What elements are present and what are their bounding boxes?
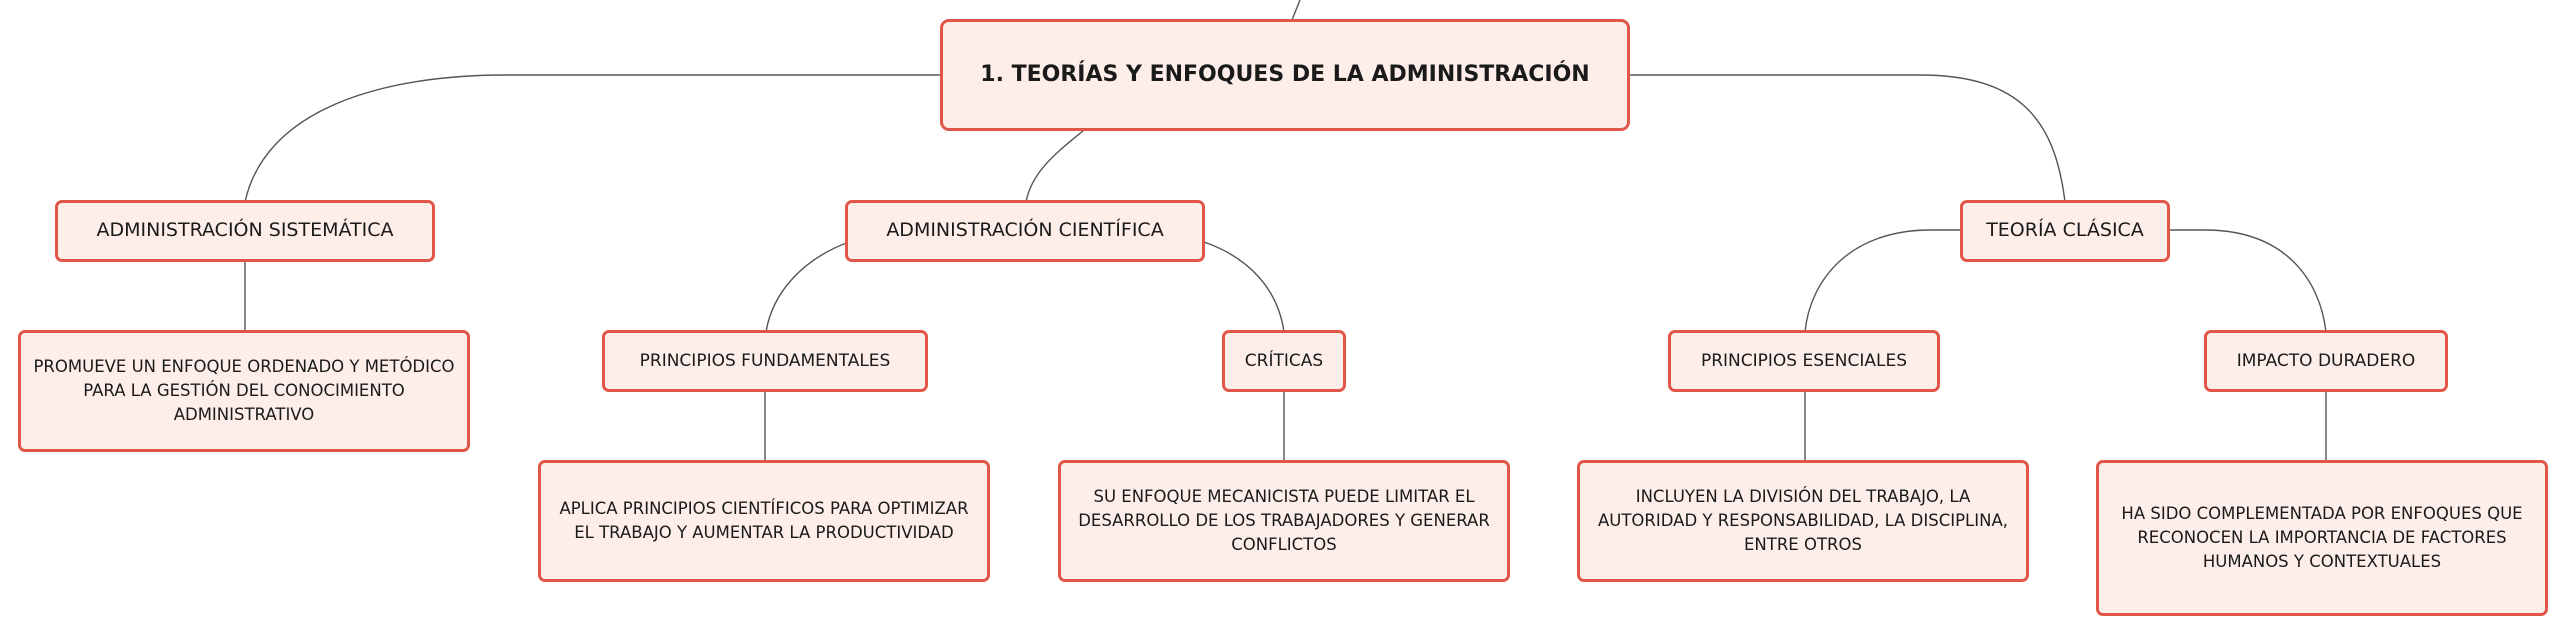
- node-description: SU ENFOQUE MECANICISTA PUEDE LIMITAR EL DESARROLLO DE LOS TRABAJADORES Y GENERAR CONFLICTOS: [1078, 487, 1490, 554]
- node-label: ADMINISTRACIÓN SISTEMÁTICA: [96, 219, 394, 242]
- node-label: ADMINISTRACIÓN CIENTÍFICA: [886, 219, 1164, 242]
- connector-clasica-impacto: [2168, 230, 2326, 332]
- node-principios-fundamentales[interactable]: [602, 330, 928, 392]
- node-administracion-cientifica[interactable]: [845, 200, 1205, 262]
- node-description: PROMUEVE UN ENFOQUE ORDENADO Y METÓDICO PARA LA GESTIÓN DEL CONOCIMIENTO ADMINISTRATIVO: [33, 357, 455, 424]
- connector-cientifica-criticas: [1204, 242, 1284, 332]
- node-principios-esenciales[interactable]: [1668, 330, 1940, 392]
- desc-impacto-duradero[interactable]: [2096, 460, 2548, 616]
- node-label: PRINCIPIOS FUNDAMENTALES: [639, 350, 891, 371]
- connector-clasica-principios: [1805, 230, 1962, 332]
- node-description: INCLUYEN LA DIVISIÓN DEL TRABAJO, LA AUTORIDAD Y RESPONSABILIDAD, LA DISCIPLINA, ENTRE OTROS: [1597, 487, 2008, 554]
- node-criticas[interactable]: [1222, 330, 1346, 392]
- node-label: PRINCIPIOS ESENCIALES: [1700, 350, 1908, 371]
- connector-root-clasica: [1628, 75, 2065, 202]
- node-description: HA SIDO COMPLEMENTADA POR ENFOQUES QUE RECONOCEN LA IMPORTANCIA DE FACTORES HUMANOS Y CONTEXTUALES: [2121, 504, 2523, 571]
- node-description: APLICA PRINCIPIOS CIENTÍFICOS PARA OPTIMIZAR EL TRABAJO Y AUMENTAR LA PRODUCTIVIDAD: [559, 499, 969, 542]
- node-label: CRÍTICAS: [1244, 350, 1324, 371]
- desc-principios-fundamentales[interactable]: [538, 460, 990, 582]
- connector-root-sistematica: [245, 75, 943, 202]
- connector-root-cientifica: [1026, 130, 1084, 202]
- connector-cientifica-principios: [766, 242, 849, 332]
- desc-administracion-sistematica[interactable]: [18, 330, 470, 452]
- connector-root-parent: [1292, 0, 1300, 20]
- node-administracion-sistematica[interactable]: [55, 200, 435, 262]
- node-label: TEORÍA CLÁSICA: [1986, 219, 2144, 242]
- node-impacto-duradero[interactable]: [2204, 330, 2448, 392]
- desc-criticas[interactable]: [1058, 460, 1510, 582]
- root-label: 1. TEORÍAS Y ENFOQUES DE LA ADMINISTRACIÓN: [980, 62, 1590, 88]
- node-teoria-clasica[interactable]: [1960, 200, 2170, 262]
- desc-principios-esenciales[interactable]: [1577, 460, 2029, 582]
- root-node[interactable]: [940, 19, 1630, 131]
- node-label: IMPACTO DURADERO: [2236, 350, 2416, 371]
